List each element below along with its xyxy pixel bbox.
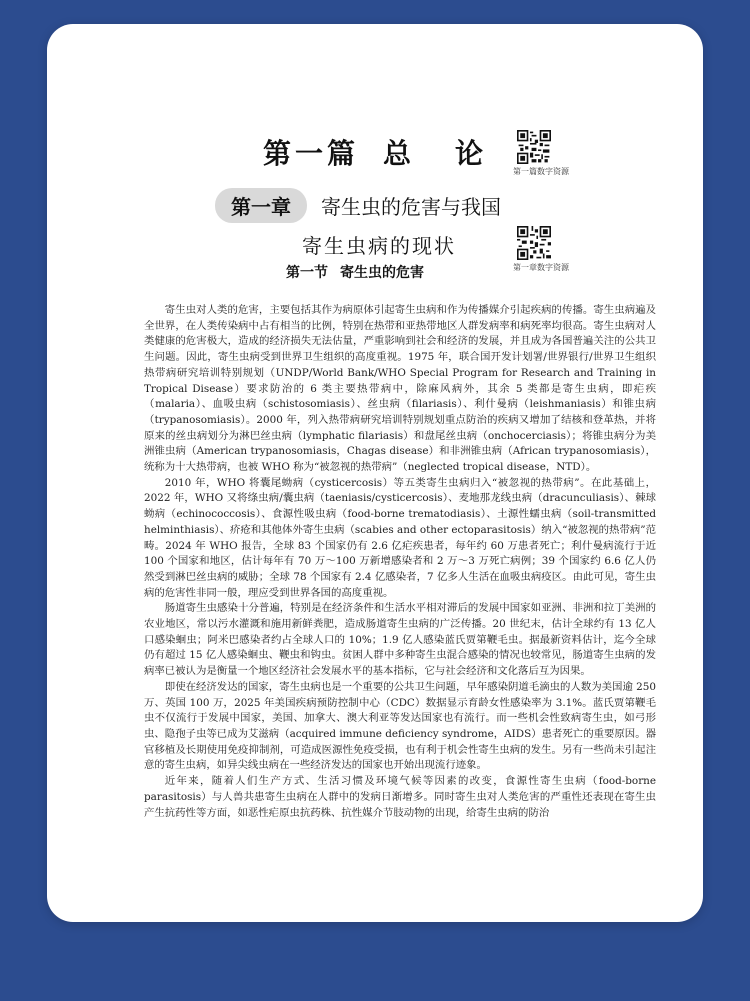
- section-heading: [47, 262, 703, 282]
- part-label: 第一篇: [262, 137, 359, 170]
- part-qr-code[interactable]: [517, 130, 551, 164]
- section-title: 寄生虫的危害: [340, 265, 424, 281]
- section-label: 第一节: [286, 265, 328, 281]
- chapter-qr-caption: 第一章数字资源: [513, 263, 569, 272]
- part-title-word-2: 论: [455, 137, 488, 170]
- chapter-qr-code[interactable]: [517, 226, 551, 260]
- body-text: [144, 303, 656, 821]
- paragraph: 2010 年，WHO 将囊尾蚴病（cysticercosis）等五类寄生虫病归入“被忽视的热带病”。在此基础上，2022 年，WHO 又将绦虫病/囊虫病（taeniasis/cysticercosis）、麦地那龙线虫病（dracunculiasis）、棘球蚴病（echinococcosis）、食源性吸虫病（food-borne trematodiasis）、土源性蠕虫病（soil-transmitted helminthiasis）、疥疮和其他体外寄生虫病（scabies and other ectoparasitosis）纳入“被忽视的热带病”范畴。2024 年 WHO 报告，全球 83 个国家仍有 2.6 亿疟疾患者，每年约 60 万患者死亡；利什曼病流行于近 100 个国家和地区，估计每年有 70 万～100 万新增感染者和 2 万～3 万死亡病例；39 个国家约 6.6 亿人仍然受到淋巴丝虫病的威胁；全球 78 个国家有 2.4 亿感染者，7 亿多人生活在血吸虫病疫区。由此可见，寄生虫病的危害性非同一般，理应受到世界各国的高度重视。: [144, 476, 656, 599]
- paragraph: 寄生虫对人类的危害，主要包括其作为病原体引起寄生虫病和作为传播媒介引起疾病的传播。寄生虫病遍及全世界，在人类传染病中占有相当的比例，特别在热带和亚热带地区人群发病率和病死率均很高。寄生虫病对人类健康的危害极大，造成的经济损失无法估量，严重影响到社会和经济的发展，并且成为各国普遍关注的公共卫生问题。因此，寄生虫病受到世界卫生组织的高度重视。1975 年，联合国开发计划署/世界银行/世界卫生组织热带病研究培训特别规划（UNDP/World Bank/WHO Special Program for Research and Training in Tropical Disease）要求防治的 6 类主要热带病中，除麻风病外，其余 5 类都是寄生虫病，即疟疾（malaria）、血吸虫病（schistosomiasis）、丝虫病（filariasis）、利什曼病（leishmaniasis）和锥虫病（trypanosomiasis）。2000 年，列入热带病研究培训特别规划重点防治的疾病又增加了结核和登革热，并将原来的丝虫病划分为淋巴丝虫病（lymphatic filariasis）和盘尾丝虫病（onchocerciasis）；将锥虫病分为美洲锥虫病（American trypanosomiasis，Chagas disease）和非洲锥虫病（African trypanosomiasis），统称为十大热带病，也被 WHO 称为“被忽视的热带病”（neglected tropical disease，NTD）。: [144, 304, 656, 474]
- part-title: [47, 132, 703, 172]
- paragraph: 肠道寄生虫感染十分普遍，特别是在经济条件和生活水平相对滞后的发展中国家如亚洲、非洲和拉丁美洲的农业地区，常以污水灌溉和施用新鲜粪肥，造成肠道寄生虫病的广泛传播。20 世纪末，估计全球约有 13 亿人口感染蛔虫；阿米巴感染者约占全球人口的 10%；1.9 亿人感染蓝氏贾第鞭毛虫。据最新资料估计，迄今全球仍有超过 15 亿人感染蛔虫、鞭虫和钩虫。贫困人群中多种寄生虫混合感染的情况也较常见，肠道寄生虫病的发病率已被认为是衡量一个地区经济社会发展水平的基本指标，它与社会经济和文化落后互为因果。: [144, 602, 656, 678]
- paragraph: 近年来，随着人们生产方式、生活习惯及环境气候等因素的改变，食源性寄生虫病（food-borne parasitosis）与人兽共患寄生虫病在人群中的发病日渐增多。同时寄生虫对人类危害的严重性还表现在寄生虫产生抗药性等方面，如恶性疟原虫抗药株、抗性媒介节肢动物的出现，给寄生虫病的防治: [144, 775, 656, 819]
- chapter-heading-line-1: [215, 188, 501, 222]
- part-qr-caption: 第一篇数字资源: [513, 167, 569, 176]
- book-page: [47, 24, 703, 922]
- paragraph: 即使在经济发达的国家，寄生虫病也是一个重要的公共卫生问题，早年感染阴道毛滴虫的人数为美国逾 250 万、英国 100 万，2025 年美国疾病预防控制中心（CDC）数据显示育龄女性感染率为 3.1%。蓝氏贾第鞭毛虫不仅流行于发展中国家，美国、加拿大、澳大利亚等发达国家也有流行。而一些机会性致病寄生虫，如弓形虫、隐孢子虫等已成为艾滋病（acquired immune deficiency syndrome，AIDS）患者死亡的重要原因。器官移植及长期使用免疫抑制剂，可造成医源性免疫受损，也有利于机会性寄生虫病的发生。另有一些尚未引起注意的寄生虫病，如异尖线虫病在一些经济发达的国家也开始出现流行迹象。: [144, 680, 656, 772]
- chapter-title-line-2: 寄生虫病的现状: [302, 234, 456, 258]
- part-title-word-1: 总: [382, 137, 415, 170]
- chapter-label: 第一章: [215, 188, 307, 223]
- chapter-title-line-1: 寄生虫的危害与我国: [321, 194, 501, 219]
